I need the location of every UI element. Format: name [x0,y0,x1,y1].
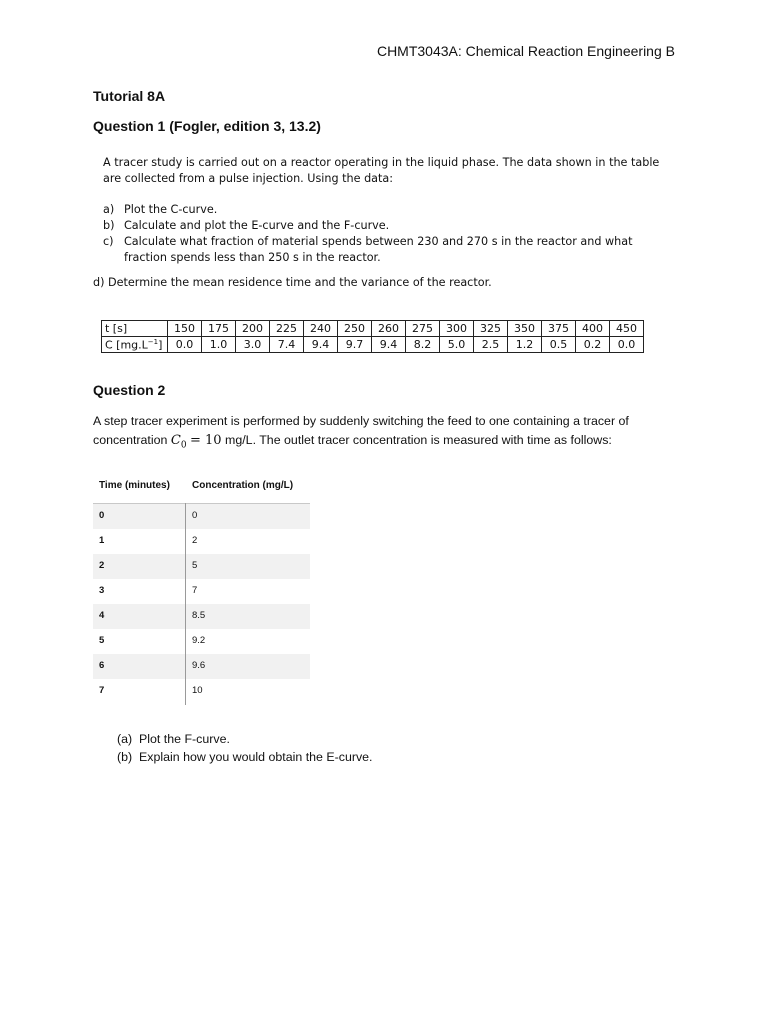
conc-cell: 5.0 [440,337,474,353]
time-cell: 300 [440,321,474,337]
tutorial-title: Tutorial 8A [93,88,166,104]
part-label: a) [103,203,115,216]
time-cell: 5 [99,635,105,646]
conc-cell: 7.4 [270,337,304,353]
concentration-row [102,337,644,353]
question2-part-a [117,732,517,750]
time-row [102,321,644,337]
question1-intro: A tracer study is carried out on a reactor operating in the liquid phase. The data shown in the table are collected from a pulse injection. Using the data: [103,156,660,185]
time-cell: 150 [168,321,202,337]
time-cell: 375 [542,321,576,337]
row-header-concentration [102,337,168,353]
table-row [93,604,310,629]
time-cell: 1 [99,535,105,546]
table-row [93,654,310,679]
conc-cell: 9.7 [338,337,372,353]
question1-part-d: d) Determine the mean residence time and the variance of the reactor. [93,276,492,289]
time-cell: 175 [202,321,236,337]
time-cell: 325 [474,321,508,337]
question1-part-a [103,202,663,218]
time-cell: 450 [610,321,644,337]
part-label: (b) [117,750,133,764]
time-cell: 400 [576,321,610,337]
conc-header-close: ] [158,338,163,352]
conc-header-base: C [mg.L [105,338,148,352]
conc-cell: 0 [192,510,198,521]
conc-cell: 1.2 [508,337,542,353]
step-table-header-concentration: Concentration (mg/L) [192,480,294,491]
time-cell: 7 [99,685,105,696]
time-cell: 0 [99,510,105,521]
table-column-divider [185,503,186,705]
question2-heading: Question 2 [93,382,166,398]
step-table-header-time: Time (minutes) [99,480,170,491]
table-row [93,504,310,529]
conc-cell: 3.0 [236,337,270,353]
c0-subscript: 0 [180,440,187,451]
conc-cell: 1.0 [202,337,236,353]
time-cell: 2 [99,560,105,571]
conc-cell: 9.4 [304,337,338,353]
table-row [93,529,310,554]
time-cell: 225 [270,321,304,337]
conc-cell: 9.6 [192,660,206,671]
conc-cell: 9.4 [372,337,406,353]
question2-part-b [117,750,517,768]
part-text: Calculate what fraction of material spends between 230 and 270 s in the reactor and what fraction spends less than 250 s in the reactor. [124,235,633,264]
table-row [93,629,310,654]
time-cell: 350 [508,321,542,337]
conc-cell: 8.5 [192,610,206,621]
time-cell: 3 [99,585,105,596]
part-label: (a) [117,732,133,746]
conc-cell: 8.2 [406,337,440,353]
conc-cell: 10 [192,685,203,696]
conc-cell: 2 [192,535,198,546]
time-cell: 240 [304,321,338,337]
question1-part-c [103,234,663,266]
conc-cell: 0.0 [610,337,644,353]
question2-text [93,412,683,455]
conc-header-exponent: −1 [147,337,159,346]
conc-cell: 9.2 [192,635,206,646]
course-header: CHMT3043A: Chemical Reaction Engineering B [376,43,675,59]
time-cell: 275 [406,321,440,337]
part-text: Explain how you would obtain the E-curve. [139,750,373,764]
part-text: Calculate and plot the E-curve and the F-curve. [124,219,390,232]
c0-symbol: C [170,433,181,448]
table-row [93,579,310,604]
conc-cell: 0.5 [542,337,576,353]
conc-cell: 2.5 [474,337,508,353]
time-cell: 6 [99,660,105,671]
conc-cell: 0.0 [168,337,202,353]
table-row [93,679,310,704]
tracer-data-table [101,320,644,353]
q2-text-part2: mg/L. The outlet tracer concentration is measured with time as follows: [225,433,612,447]
question1-heading: Question 1 (Fogler, edition 3, 13.2) [93,118,321,134]
part-text: Plot the F-curve. [139,732,230,746]
time-cell: 260 [372,321,406,337]
part-label: b) [103,219,115,232]
conc-cell: 7 [192,585,198,596]
part-label: c) [103,235,114,248]
part-text: Plot the C-curve. [124,203,218,216]
table-row [93,554,310,579]
time-cell: 200 [236,321,270,337]
time-cell: 250 [338,321,372,337]
conc-cell: 0.2 [576,337,610,353]
question1-part-b [103,218,663,234]
row-header-time: t [s] [102,321,168,337]
table-top-border [93,503,310,504]
time-cell: 4 [99,610,105,621]
q2-text-part1: A step tracer experiment is performed by suddenly switching the feed to one containing a tracer of concentration [93,414,629,447]
conc-cell: 5 [192,560,198,571]
c0-value: = 10 [190,433,222,448]
